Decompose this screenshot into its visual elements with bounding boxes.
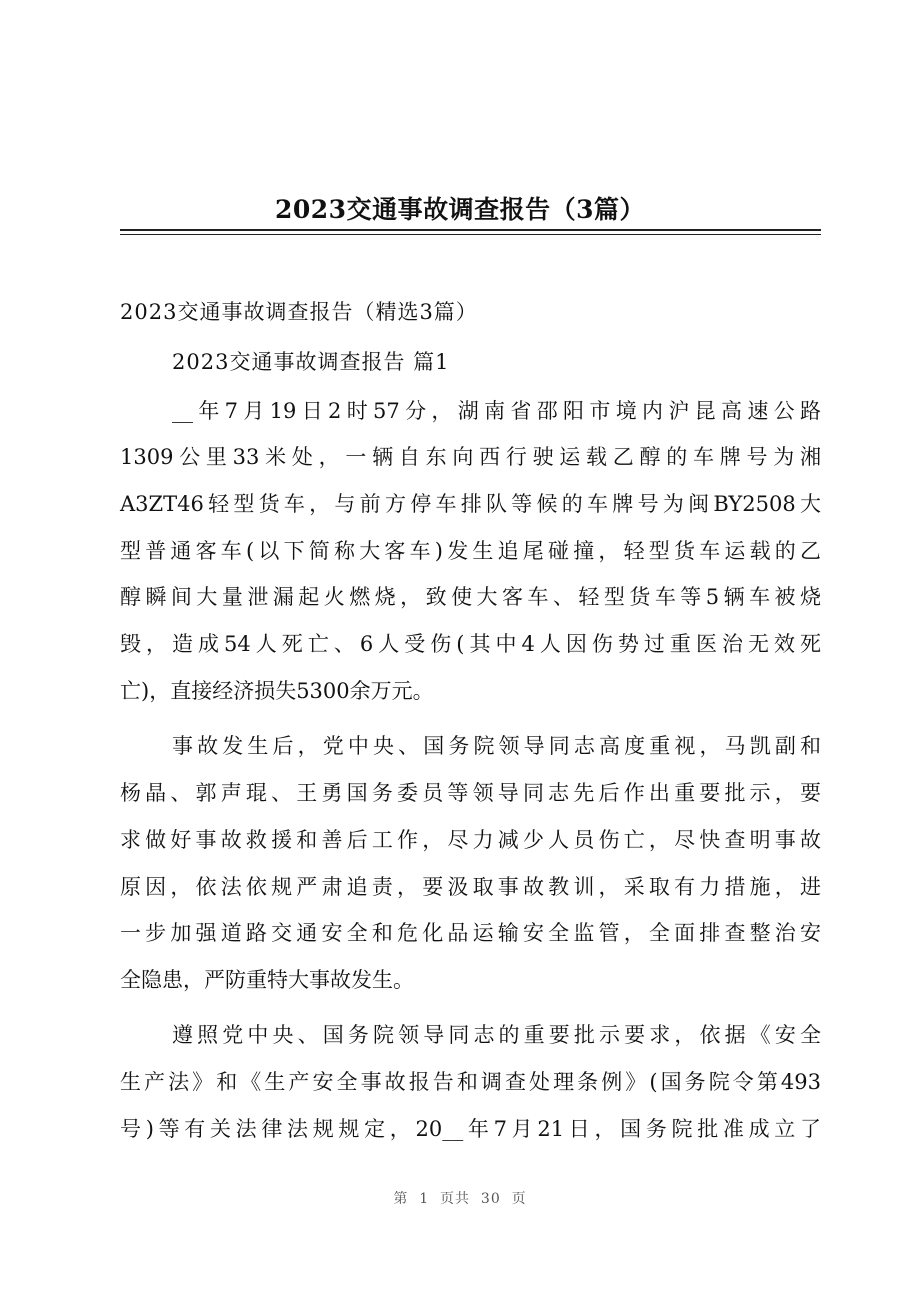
page-footer: 第 1 页共 30 页 <box>393 1191 527 1207</box>
paragraph-line: 亡)，直接经济损失5300余万元。 <box>120 679 434 703</box>
paragraph-line: 型普通客车(以下简称大客车)发生追尾碰撞，轻型货车运载的乙 <box>120 539 821 563</box>
title-rule-thick <box>120 229 821 231</box>
paragraph-line: 原因，依法依规严肃追责，要汲取事故教训，采取有力措施，进 <box>120 875 821 899</box>
paragraph-line: 醇瞬间大量泄漏起火燃烧，致使大客车、轻型货车等5辆车被烧 <box>120 585 821 609</box>
paragraph-line: A3ZT46轻型货车，与前方停车排队等候的车牌号为闽BY2508大 <box>120 492 821 516</box>
paragraph-line: 一步加强道路交通安全和危化品运输安全监管，全面排查整治安 <box>120 921 821 945</box>
paragraph-line: 遵照党中央、国务院领导同志的重要批示要求，依据《安全 <box>172 1023 821 1047</box>
paragraph-line: 生产法》和《生产安全事故报告和调查处理条例》(国务院令第493 <box>120 1070 821 1094</box>
paragraph-line: 全隐患，严防重特大事故发生。 <box>120 968 414 992</box>
paragraph-line: 号)等有关法律法规规定，20__年7月21日，国务院批准成立了 <box>120 1117 821 1141</box>
paragraph-line: 杨晶、郭声琨、王勇国务委员等领导同志先后作出重要批示，要 <box>120 781 821 805</box>
section-heading: 2023交通事故调查报告 篇1 <box>172 350 450 374</box>
paragraph-line: 1309公里33米处，一辆自东向西行驶运载乙醇的车牌号为湘 <box>120 445 821 469</box>
title-rule-thin <box>120 234 821 235</box>
paragraph-line: 事故发生后，党中央、国务院领导同志高度重视，马凯副和 <box>172 734 821 758</box>
paragraph-line: 毁，造成54人死亡、6人受伤(其中4人因伤势过重医治无效死 <box>120 632 821 656</box>
document-subtitle: 2023交通事故调查报告（精选3篇） <box>120 300 478 324</box>
page-title: 2023交通事故调查报告（3篇） <box>275 195 645 224</box>
paragraph-line: 求做好事故救援和善后工作，尽力减少人员伤亡，尽快查明事故 <box>120 828 821 852</box>
paragraph-line: __年7月19日2时57分，湖南省邵阳市境内沪昆高速公路 <box>172 399 821 423</box>
